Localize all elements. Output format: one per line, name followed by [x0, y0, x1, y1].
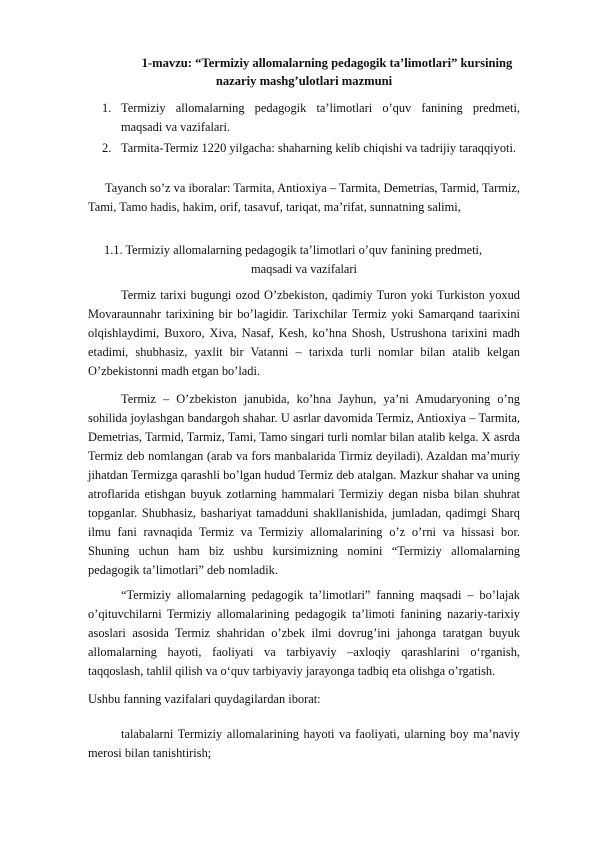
list-number: 1.	[102, 101, 112, 115]
list-item	[88, 99, 520, 137]
tasks-intro: Ushbu fanning vazifalari quydagilardan iborat:	[88, 692, 321, 706]
page-title	[88, 54, 520, 90]
list-item	[88, 139, 520, 158]
topic-outline	[88, 99, 520, 160]
section-heading-line-1: 1.1. Termiziy allomalarning pedagogik ta’limotlari o’quv fanining predmeti,	[104, 243, 483, 257]
task-item: talabalarni Termiziy allomalarining hayoti va faoliyati, ularning boy ma’naviy merosi bilan tanishtirish;	[88, 727, 520, 760]
title-line-2: nazariy mashg’ulotlari mazmuni	[215, 74, 393, 88]
title-line-1: 1-mavzu: “Termiziy allomalarning pedagogik ta’limotlari” kursining	[141, 56, 513, 70]
body-paragraph: Termiz – O’zbekiston janubida, ko’hna Jayhun, ya’ni Amudaryoning o’ng sohilida joylashgan bandargoh shahar. U asrlar davomida Termiz, Antioxiya – Tarmita, Demetrias, Tarmid, Tarmiz, Tami, Tamo singari turli nomlar bilan atalib kelga. X asrda Termiz deb nomlangan (arab va fors manbalarida Tirmiz deyiladi). Azaldan ma’muriy jihatdan Termizga qarashli bo’lgan hudud Termiz deb atalgan. Mazkur shahar va uning atroflarida etishgan buyuk zotlarning hammalari Termiziy degan nisba bilan shuhrat topganlar. Shubhasiz, bashariyat tamadduni shakllanishida, jumladan, qadimgi Sharq ilmu fani ravnaqida Termiz va Termiziy allomalarining o’z o’rni va hissasi bor. Shuning uchun ham biz ushbu kursimizning nomini “Termiziy allomalarning pedagogik ta’limotlari” deb nomladik.	[88, 392, 520, 577]
section-heading-line-2: maqsadi va vazifalari	[251, 262, 357, 276]
list-number: 2.	[102, 141, 112, 155]
body-paragraph: “Termiziy allomalarning pedagogik ta’limotlari” fanning maqsadi – bo’lajak o’qituvchilarni Termiziy allomalarining pedagogik ta’limoti fanining nazariy-tarixiy asoslari asosida Termiz shahridan o’zbek ilmi dovrug’ini jahonga taratgan buyuk allomalarning hayoti, faoliyati va tarbiyaviy –axloqiy qarashlarini o‘rganish, taqqoslash, tahlil qilish va o‘quv tarbiyaviy jarayonga tadbiq eta olishga o’rgatish.	[88, 588, 520, 678]
body-paragraph: Termiz tarixi bugungi ozod O’zbekiston, qadimiy Turon yoki Turkiston yoxud Movaraunnahr tarixining bir bo’lagidir. Tarixchilar Termiz yoki Samarqand taarixini olqishlaydimi, Buxoro, Xiva, Nasaf, Kesh, ko’hna Shosh, Ustrushona tarixini madh etadimi, shubhasiz, yaxlit bir Vatanni – tarixda turli nomlar bilan atalib kelgan O’zbekistonni madh etgan bo’ladi.	[88, 288, 520, 378]
keywords-paragraph: Tayanch so’z va iboralar: Tarmita, Antioxiya – Tarmita, Demetrias, Tarmid, Tarmiz, Tami, Tamo hadis, hakim, orif, tasavuf, tariqat, ma’rifat, sunnatning salimi,	[88, 181, 520, 214]
section-heading	[88, 241, 520, 279]
list-item-text: Tarmita-Termiz 1220 yilgacha: shaharning kelib chiqishi va tadrijiy taraqqiyoti.	[121, 141, 516, 155]
list-item-text: Termiziy allomalarning pedagogik ta’limotlari o’quv fanining predmeti, maqsadi va vazifalari.	[121, 101, 520, 134]
